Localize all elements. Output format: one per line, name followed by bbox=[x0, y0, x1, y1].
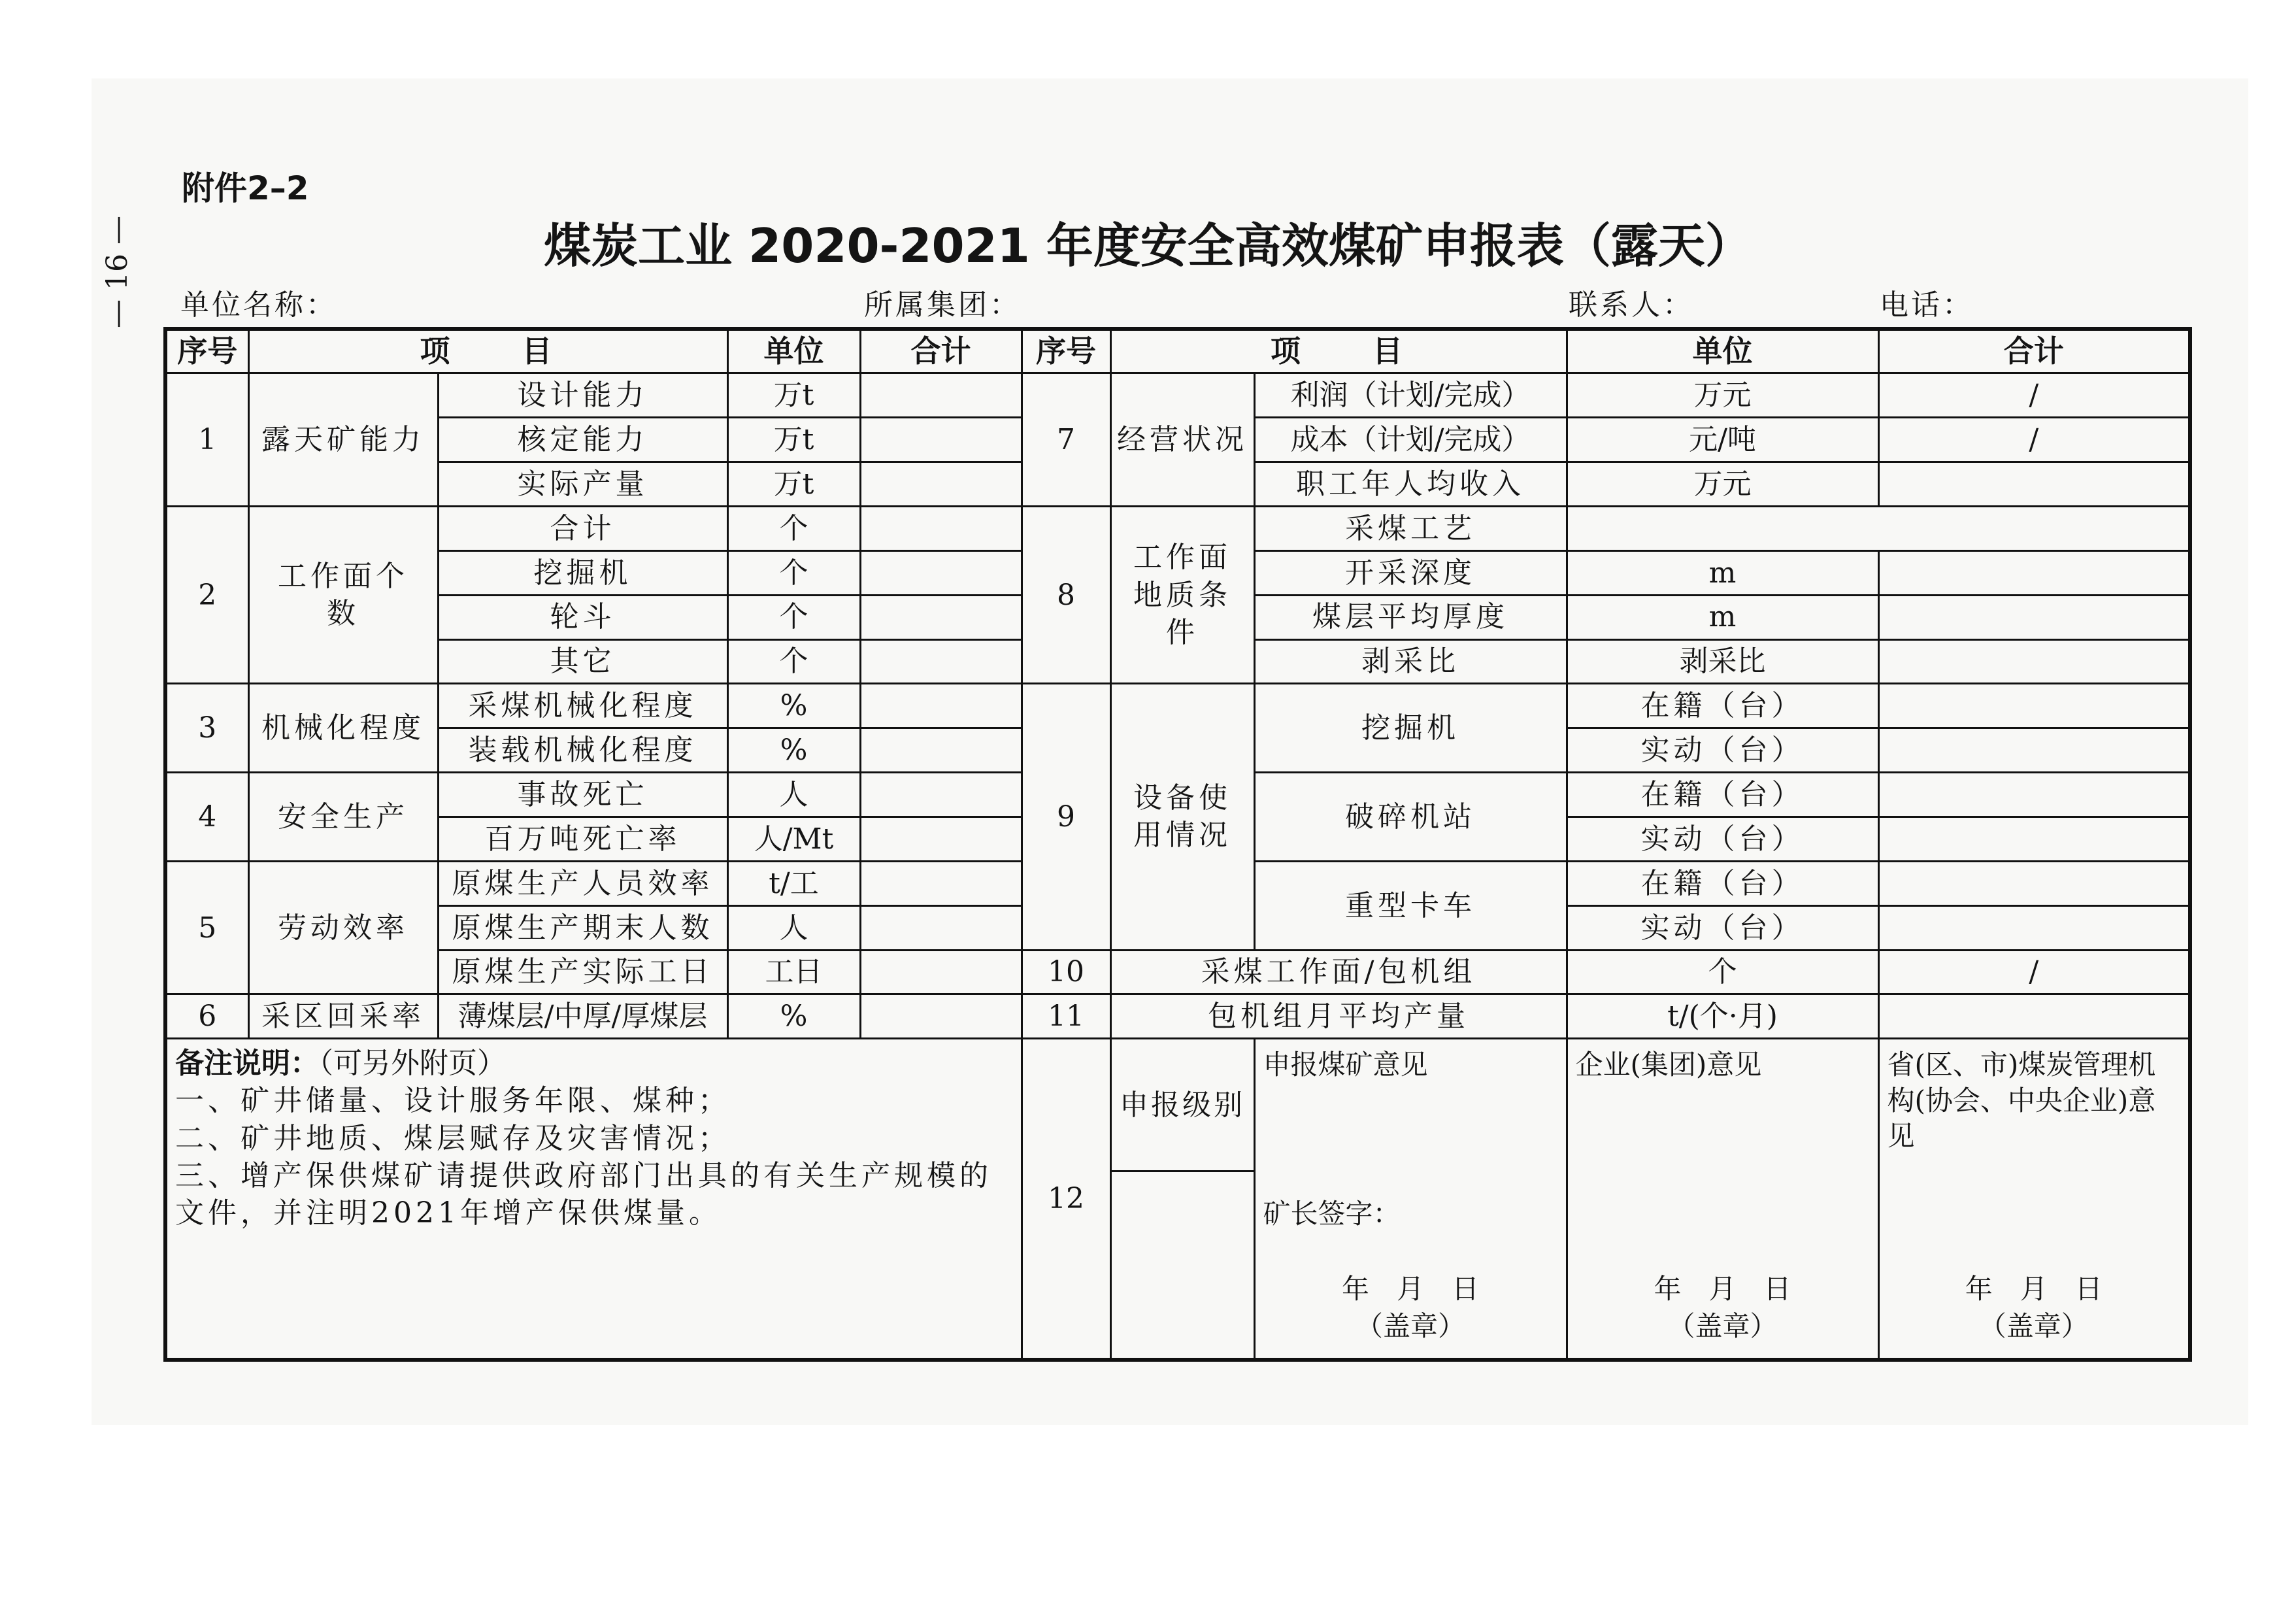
item-cell: 设计能力 bbox=[438, 373, 727, 418]
total-input-cell[interactable] bbox=[860, 950, 1022, 994]
seq-cell: 1 bbox=[165, 373, 248, 507]
unit-cell: 人/Mt bbox=[727, 817, 860, 861]
item-cell: 原煤生产实际工日 bbox=[438, 950, 727, 994]
phone-field: 电话： bbox=[1880, 288, 1974, 322]
unit-cell: 万t bbox=[727, 462, 860, 507]
item-cell: 装载机械化程度 bbox=[438, 728, 727, 773]
category-cell: 采区回采率 bbox=[248, 994, 438, 1039]
province-stamp: （盖章） bbox=[1978, 1310, 2089, 1343]
total-input-cell[interactable] bbox=[860, 728, 1022, 773]
seq-cell: 7 bbox=[1022, 373, 1110, 507]
item-cell: 实际产量 bbox=[438, 462, 727, 507]
notes-line: 一、矿井储量、设计服务年限、煤种； bbox=[175, 1084, 731, 1118]
category-cell: 设备使用情况 bbox=[1110, 684, 1254, 950]
table-row bbox=[165, 1039, 2190, 1360]
seq-cell: 12 bbox=[1022, 1039, 1110, 1360]
item-cell: 其它 bbox=[438, 639, 727, 684]
seq-cell: 3 bbox=[165, 684, 248, 773]
group-field: 所属集团： bbox=[864, 288, 1021, 322]
unit-cell: 在籍（台） bbox=[1567, 684, 1878, 728]
total-input-cell[interactable] bbox=[1878, 861, 2190, 905]
category-cell: 劳动效率 bbox=[248, 861, 438, 994]
province-opinion-label: 省(区、市)煤炭管理机构(协会、中央企业)意见 bbox=[1887, 1049, 2156, 1153]
unit-cell: 个 bbox=[727, 639, 860, 684]
table-row bbox=[165, 994, 2190, 1039]
page-number: — 16 — bbox=[101, 216, 134, 328]
item-cell: 核定能力 bbox=[438, 418, 727, 462]
total-input-cell[interactable] bbox=[1878, 994, 2190, 1039]
seq-cell: 10 bbox=[1022, 950, 1110, 994]
unit-cell: 个 bbox=[727, 506, 860, 550]
header-unit-right: 单位 bbox=[1567, 329, 1878, 373]
attachment-label: 附件2–2 bbox=[182, 169, 309, 207]
notes-line: 二、矿井地质、煤层赋存及灾害情况； bbox=[175, 1121, 731, 1155]
total-input-cell[interactable] bbox=[860, 373, 1022, 418]
unit-cell: 实动（台） bbox=[1567, 905, 1878, 950]
mine-opinion-cell[interactable] bbox=[1254, 1039, 1567, 1360]
total-input-cell[interactable] bbox=[1878, 728, 2190, 773]
seq-cell: 4 bbox=[165, 773, 248, 862]
header-unit: 单位 bbox=[727, 329, 860, 373]
item-cell: 煤层平均厚度 bbox=[1254, 595, 1567, 639]
total-input-cell[interactable] bbox=[1878, 817, 2190, 861]
group-opinion-cell[interactable] bbox=[1567, 1039, 1878, 1360]
unit-cell: 工日 bbox=[727, 950, 860, 994]
unit-cell: 万元 bbox=[1567, 373, 1878, 418]
unit-cell: 在籍（台） bbox=[1567, 861, 1878, 905]
total-input-cell[interactable] bbox=[1878, 595, 2190, 639]
unit-cell: t/工 bbox=[727, 861, 860, 905]
item-cell: 利润（计划/完成） bbox=[1254, 373, 1567, 418]
header-item-right: 项 目 bbox=[1110, 329, 1567, 373]
equipment-cell: 挖掘机 bbox=[1254, 684, 1567, 773]
item-cell: 开采深度 bbox=[1254, 550, 1567, 595]
total-input-cell[interactable] bbox=[1878, 639, 2190, 684]
notes-line: 三、增产保供煤矿请提供政府部门出具的有关生产规模的文件，并注明2021年增产保供煤量。 bbox=[175, 1158, 992, 1230]
table-row bbox=[165, 950, 2190, 994]
item-cell: 轮斗 bbox=[438, 595, 727, 639]
total-input-cell[interactable] bbox=[1878, 905, 2190, 950]
seq-cell: 6 bbox=[165, 994, 248, 1039]
table-row bbox=[165, 684, 2190, 728]
unit-name-field: 单位名称： bbox=[180, 288, 337, 322]
unit-cell: 万元 bbox=[1567, 462, 1878, 507]
total-cell: / bbox=[1878, 418, 2190, 462]
notes-title: 备注说明： bbox=[175, 1047, 319, 1081]
total-cell: / bbox=[1878, 373, 2190, 418]
mine-stamp: （盖章） bbox=[1355, 1310, 1465, 1343]
item-cell: 采煤工艺 bbox=[1254, 506, 1567, 550]
header-total: 合计 bbox=[860, 329, 1022, 373]
item-cell: 百万吨死亡率 bbox=[438, 817, 727, 861]
unit-cell: 个 bbox=[727, 595, 860, 639]
total-input-cell[interactable] bbox=[1878, 550, 2190, 595]
unit-cell: t/(个·月) bbox=[1567, 994, 1878, 1039]
item-cell: 剥采比 bbox=[1254, 639, 1567, 684]
unit-cell: 人 bbox=[727, 773, 860, 817]
seq-cell: 2 bbox=[165, 506, 248, 683]
unit-cell: 实动（台） bbox=[1567, 728, 1878, 773]
total-input-cell[interactable] bbox=[860, 462, 1022, 507]
province-opinion-cell[interactable] bbox=[1878, 1039, 2190, 1360]
unit-cell: % bbox=[727, 684, 860, 728]
item-cell: 成本（计划/完成） bbox=[1254, 418, 1567, 462]
item-cell: 原煤生产人员效率 bbox=[438, 861, 727, 905]
unit-cell: 万t bbox=[727, 373, 860, 418]
item-cell: 包机组月平均产量 bbox=[1110, 994, 1567, 1039]
category-cell: 安全生产 bbox=[248, 773, 438, 862]
notes-cell bbox=[165, 1039, 1022, 1360]
seq-cell: 5 bbox=[165, 861, 248, 994]
unit-cell: 个 bbox=[1567, 950, 1878, 994]
equipment-cell: 重型卡车 bbox=[1254, 861, 1567, 950]
equipment-cell: 破碎机站 bbox=[1254, 773, 1567, 862]
item-cell: 采煤工作面/包机组 bbox=[1110, 950, 1567, 994]
item-cell: 合计 bbox=[438, 506, 727, 550]
group-stamp: （盖章） bbox=[1667, 1310, 1778, 1343]
group-opinion-label: 企业(集团)意见 bbox=[1575, 1049, 1762, 1081]
header-total-right: 合计 bbox=[1878, 329, 2190, 373]
total-cell: / bbox=[1878, 950, 2190, 994]
total-input-cell[interactable] bbox=[860, 418, 1022, 462]
total-input-cell[interactable] bbox=[860, 639, 1022, 684]
level-label: 申报级别 bbox=[1112, 1039, 1254, 1172]
group-date: 年 月 日 bbox=[1654, 1273, 1791, 1306]
total-input-cell[interactable] bbox=[860, 506, 1022, 550]
total-input-cell[interactable] bbox=[860, 595, 1022, 639]
mine-manager-signature: 矿长签字： bbox=[1263, 1198, 1401, 1230]
total-input-cell[interactable] bbox=[860, 905, 1022, 950]
total-input-cell[interactable] bbox=[860, 994, 1022, 1039]
category-cell: 工作面地质条件 bbox=[1110, 506, 1254, 683]
category-cell: 工作面个数 bbox=[248, 506, 438, 683]
level-cell bbox=[1110, 1039, 1254, 1360]
category-cell: 经营状况 bbox=[1110, 373, 1254, 507]
table-row bbox=[165, 506, 2190, 550]
application-form-table bbox=[163, 327, 2192, 1362]
unit-cell: 在籍（台） bbox=[1567, 773, 1878, 817]
mine-date: 年 月 日 bbox=[1341, 1273, 1479, 1306]
unit-cell: 剥采比 bbox=[1567, 639, 1878, 684]
item-cell: 薄煤层/中厚/厚煤层 bbox=[438, 994, 727, 1039]
category-cell: 露天矿能力 bbox=[248, 373, 438, 507]
notes-title-extra: （可另外附页） bbox=[319, 1047, 506, 1081]
process-input-cell[interactable] bbox=[1567, 506, 2190, 550]
unit-cell: % bbox=[727, 728, 860, 773]
unit-cell: m bbox=[1567, 595, 1878, 639]
category-cell: 机械化程度 bbox=[248, 684, 438, 773]
unit-cell: 实动（台） bbox=[1567, 817, 1878, 861]
document-title: 煤炭工业 2020-2021 年度安全高效煤矿申报表（露天） bbox=[544, 218, 1752, 273]
item-cell: 原煤生产期末人数 bbox=[438, 905, 727, 950]
table-row bbox=[165, 373, 2190, 418]
unit-cell: 万t bbox=[727, 418, 860, 462]
unit-cell: % bbox=[727, 994, 860, 1039]
total-input-cell[interactable] bbox=[1878, 684, 2190, 728]
header-seq: 序号 bbox=[165, 329, 248, 373]
item-cell: 挖掘机 bbox=[438, 550, 727, 595]
mine-opinion-label: 申报煤矿意见 bbox=[1263, 1049, 1428, 1081]
province-date: 年 月 日 bbox=[1965, 1273, 2103, 1306]
header-seq-right: 序号 bbox=[1022, 329, 1110, 373]
contact-field: 联系人： bbox=[1569, 288, 1694, 322]
total-input-cell[interactable] bbox=[1878, 773, 2190, 817]
item-cell: 事故死亡 bbox=[438, 773, 727, 817]
total-input-cell[interactable] bbox=[860, 684, 1022, 728]
unit-cell: m bbox=[1567, 550, 1878, 595]
total-input-cell[interactable] bbox=[1878, 462, 2190, 507]
header-item: 项 目 bbox=[248, 329, 727, 373]
seq-cell: 9 bbox=[1022, 684, 1110, 950]
item-cell: 职工年人均收入 bbox=[1254, 462, 1567, 507]
unit-cell: 人 bbox=[727, 905, 860, 950]
total-input-cell[interactable] bbox=[860, 861, 1022, 905]
seq-cell: 8 bbox=[1022, 506, 1110, 683]
item-cell: 采煤机械化程度 bbox=[438, 684, 727, 728]
total-input-cell[interactable] bbox=[860, 773, 1022, 817]
header-row bbox=[165, 329, 2190, 373]
seq-cell: 11 bbox=[1022, 994, 1110, 1039]
unit-cell: 元/吨 bbox=[1567, 418, 1878, 462]
total-input-cell[interactable] bbox=[860, 550, 1022, 595]
total-input-cell[interactable] bbox=[860, 817, 1022, 861]
unit-cell: 个 bbox=[727, 550, 860, 595]
